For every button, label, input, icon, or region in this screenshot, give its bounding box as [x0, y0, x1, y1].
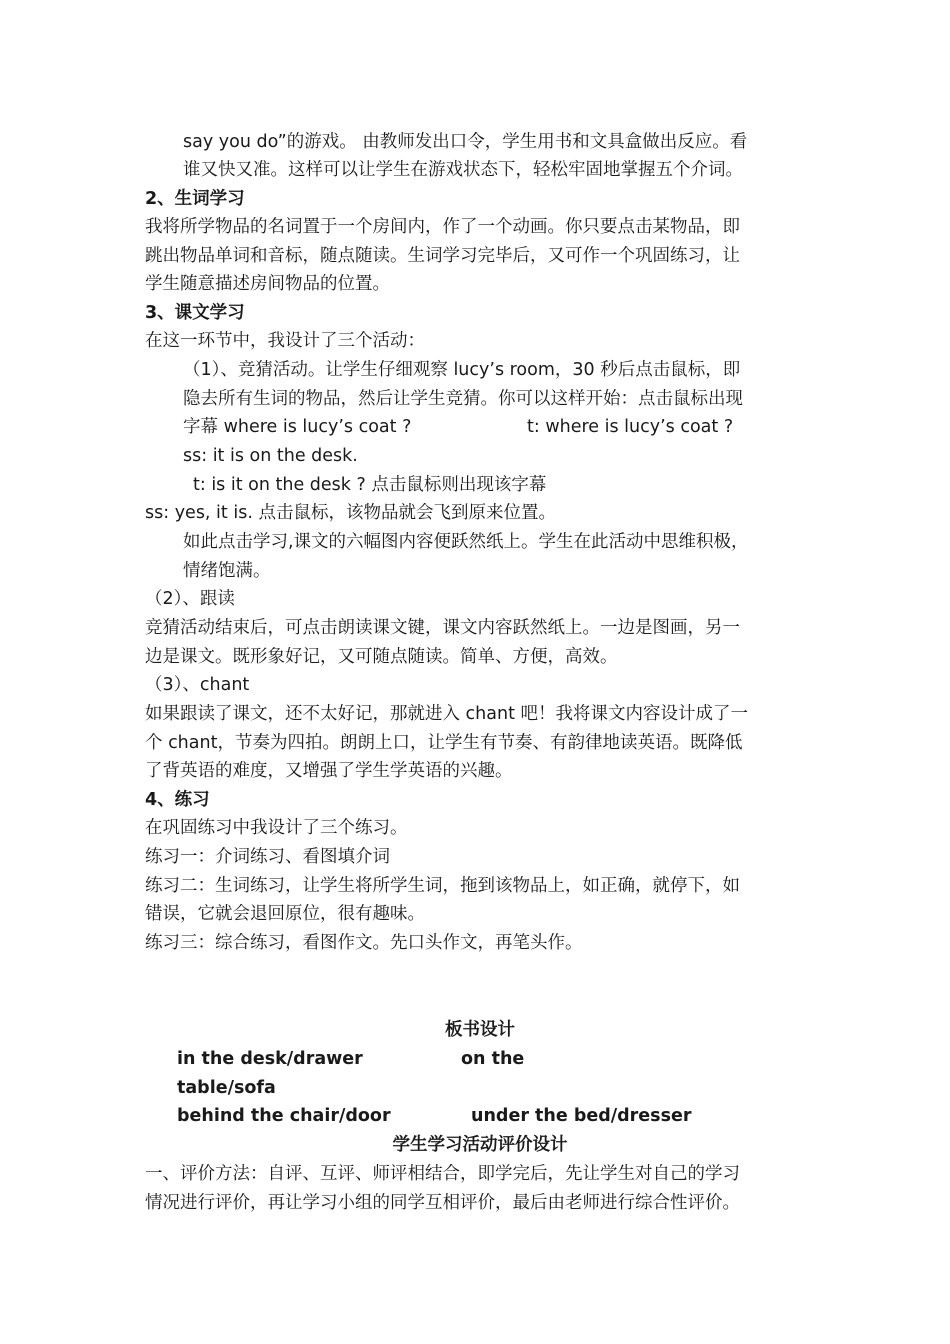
dialogue-line: t: is it on the desk ? 点击鼠标则出现该字幕	[193, 475, 547, 495]
paragraph-line: （1）、竞猜活动。让学生仔细观察 lucy’s room，30 秒后点击鼠标，即	[183, 360, 741, 380]
section-heading-practice: 4、练习	[145, 790, 210, 810]
paragraph-line: 跳出物品单词和音标，随点随读。生词学习完毕后，又可作一个巩固练习，让	[145, 246, 740, 266]
board-item: table/sofa	[177, 1078, 276, 1098]
paragraph-line: 如果跟读了课文，还不太好记，那就进入 chant 吧！我将课文内容设计成了一	[145, 704, 749, 724]
board-item: behind the chair/door	[177, 1106, 391, 1126]
board-item: on the	[461, 1049, 525, 1069]
paragraph-line: 隐去所有生词的物品，然后让学生竞猜。你可以这样开始：点击鼠标出现	[183, 389, 743, 409]
paragraph-line: 我将所学物品的名词置于一个房间内，作了一个动画。你只要点击某物品，即	[145, 217, 740, 237]
board-item: under the bed/dresser	[471, 1106, 692, 1126]
section-heading-text-study: 3、课文学习	[145, 303, 245, 323]
paragraph-line: 了背英语的难度，又增强了学生学英语的兴趣。	[145, 761, 513, 781]
paragraph-line: 一、评价方法：自评、互评、师评相结合，即学完后，先让学生对自己的学习	[145, 1164, 740, 1184]
paragraph-line: 边是课文。既形象好记，又可随点随读。简单、方便，高效。	[145, 647, 618, 667]
paragraph-line: 如此点击学习,课文的六幅图内容便跃然纸上。学生在此活动中思维积极，	[183, 532, 749, 552]
paragraph-line: 字幕 where is lucy’s coat ?	[183, 417, 412, 437]
paragraph-line: 情绪饱满。	[183, 561, 271, 581]
paragraph-line: 学生随意描述房间物品的位置。	[145, 274, 390, 294]
paragraph-line: 练习三：综合练习，看图作文。先口头作文，再笔头作。	[145, 933, 583, 953]
board-design-title: 板书设计	[445, 1020, 515, 1040]
paragraph-line: 在这一环节中，我设计了三个活动：	[145, 331, 425, 351]
dialogue-line: ss: yes, it is. 点击鼠标，该物品就会飞到原来位置。	[145, 503, 556, 523]
paragraph-line: 在巩固练习中我设计了三个练习。	[145, 818, 408, 838]
paragraph-line: 练习二：生词练习，让学生将所学生词，拖到该物品上，如正确，就停下，如	[145, 876, 740, 896]
subsection-label: （2）、跟读	[145, 589, 235, 609]
dialogue-line: ss: it is on the desk.	[183, 446, 358, 466]
board-item: in the desk/drawer	[177, 1049, 363, 1069]
paragraph-line: 练习一：介词练习、看图填介词	[145, 847, 390, 867]
section-heading-vocabulary: 2、生词学习	[145, 189, 245, 209]
paragraph-line: 情况进行评价，再让学习小组的同学互相评价，最后由老师进行综合性评价。	[145, 1193, 740, 1213]
paragraph-line: 竞猜活动结束后，可点击朗读课文键，课文内容跃然纸上。一边是图画，另一	[145, 618, 740, 638]
paragraph-line: 谁又快又准。这样可以让学生在游戏状态下，轻松牢固地掌握五个介词。	[183, 160, 743, 180]
paragraph-line: 错误，它就会退回原位，很有趣味。	[145, 904, 425, 924]
subsection-label: （3）、chant	[145, 675, 250, 695]
dialogue-line: t: where is lucy’s coat ?	[527, 417, 734, 437]
evaluation-title: 学生学习活动评价设计	[392, 1135, 568, 1155]
paragraph-line: 个 chant，节奏为四拍。朗朗上口，让学生有节奏、有韵律地读英语。既降低	[145, 733, 743, 753]
paragraph-line: say you do”的游戏。 由教师发出口令，学生用书和文具盒做出反应。看	[183, 132, 748, 152]
